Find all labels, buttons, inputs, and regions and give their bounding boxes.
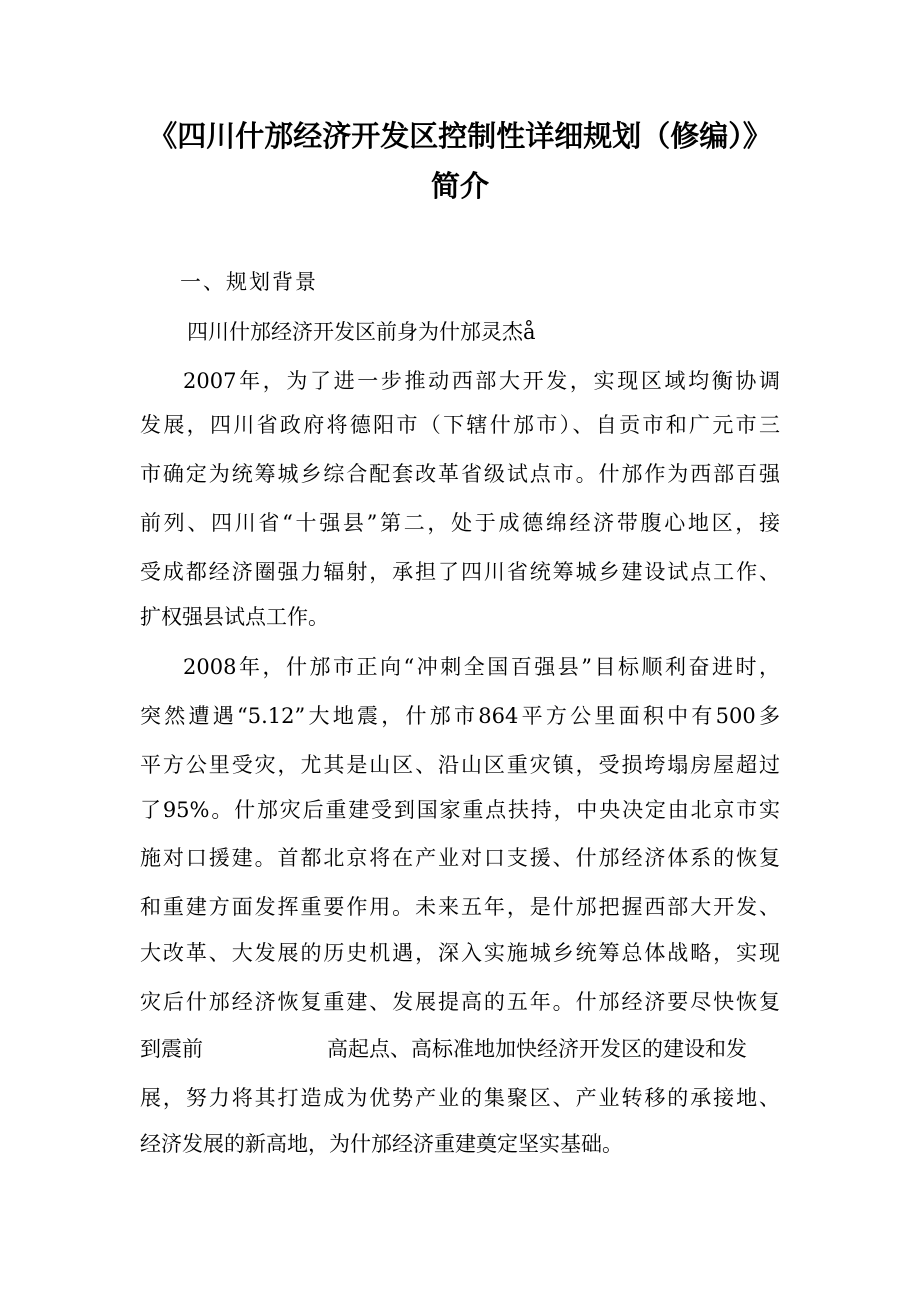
intro-line: 四川什邡经济开发区前身为什邡灵杰å bbox=[187, 320, 536, 344]
paragraph-line: 施对口援建。首都北京将在产业对口支援、什邡经济体系的恢复 bbox=[140, 846, 780, 870]
document-title: 《四川什邡经济开发区控制性详细规划（修编）》 bbox=[148, 119, 772, 153]
paragraph-line: 2008年，什邡市正向“冲刺全国百强县”目标顺利奋进时， bbox=[183, 655, 780, 679]
gap-line-after: 高起点、高标准地加快经济开发区的建设和发 bbox=[327, 1037, 747, 1061]
paragraph-line: 扩权强县试点工作。 bbox=[140, 605, 329, 629]
paragraph-line: 展，努力将其打造成为优势产业的集聚区、产业转移的承接地、 bbox=[140, 1086, 780, 1110]
paragraph-line: 了95%。什邡灾后重建受到国家重点扶持，中央决定由北京市实 bbox=[140, 798, 780, 822]
document-subtitle: 简介 bbox=[430, 169, 489, 203]
paragraph-line: 灾后什邡经济恢复重建、发展提高的五年。什邡经济要尽快恢复 bbox=[140, 990, 780, 1014]
gap-line-before: 到震前 bbox=[140, 1037, 203, 1061]
paragraph-line: 大改革、大发展的历史机遇，深入实施城乡统筹总体战略，实现 bbox=[140, 941, 780, 965]
paragraph-line: 市确定为统筹城乡综合配套改革省级试点市。什邡作为西部百强 bbox=[140, 462, 780, 486]
paragraph-line: 发展，四川省政府将德阳市（下辖什邡市）、自贡市和广元市三 bbox=[140, 413, 780, 437]
paragraph-line: 2007年，为了进一步推动西部大开发，实现区域均衡协调 bbox=[183, 369, 780, 393]
paragraph-line: 平方公里受灾，尤其是山区、沿山区重灾镇，受损垮塌房屋超过 bbox=[140, 753, 780, 777]
paragraph-line-with-gap bbox=[140, 1033, 780, 1065]
paragraph-line: 突然遭遇“5.12”大地震，什邡市864平方公里面积中有500多 bbox=[140, 704, 780, 728]
paragraph-line: 和重建方面发挥重要作用。未来五年，是什邡把握西部大开发、 bbox=[140, 895, 780, 919]
paragraph-line: 经济发展的新高地，为什邡经济重建奠定坚实基础。 bbox=[140, 1132, 623, 1156]
section-heading: 一、规划背景 bbox=[180, 270, 318, 294]
paragraph-line: 前列、四川省“十强县”第二，处于成德绵经济带腹心地区，接 bbox=[140, 511, 780, 535]
paragraph-line: 受成都经济圈强力辐射，承担了四川省统筹城乡建设试点工作、 bbox=[140, 560, 780, 584]
